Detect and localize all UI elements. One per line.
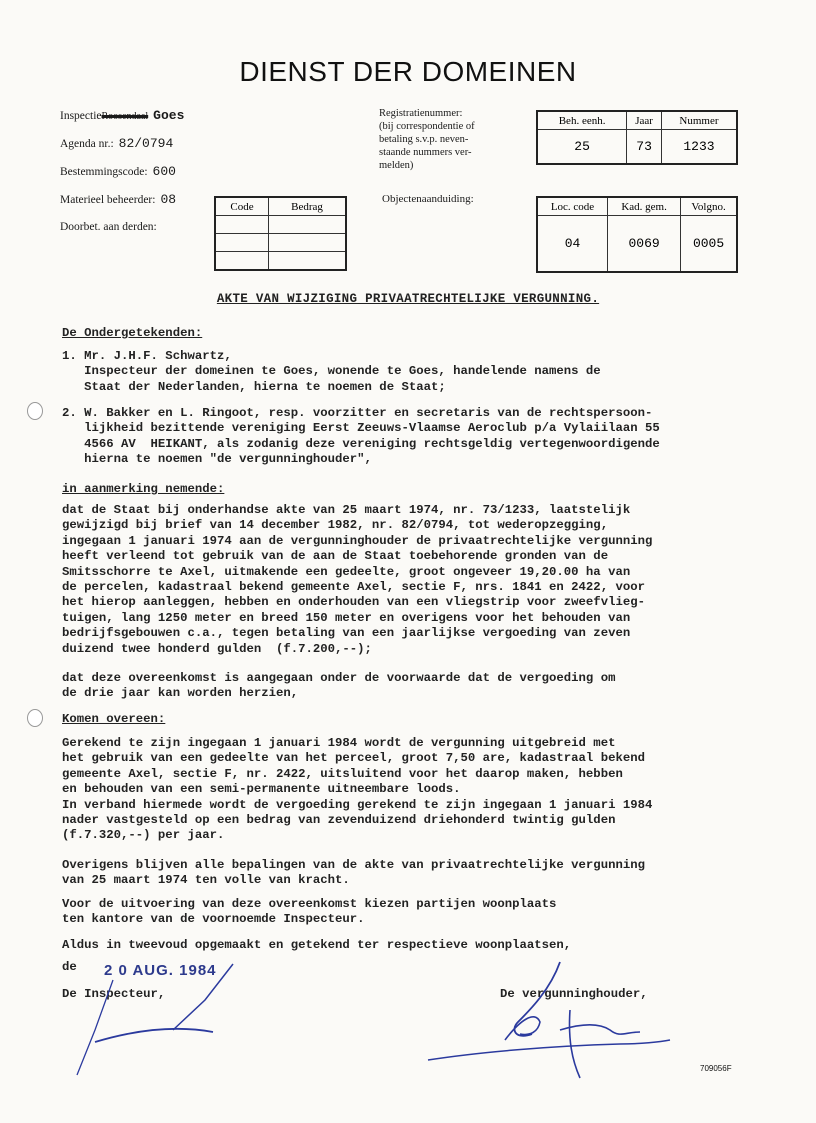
code-cell [215,234,269,252]
agenda-label: Agenda nr.: [60,138,114,150]
form-code: 709056F [700,1064,732,1073]
date-stamp: 2 0 AUG. 1984 [104,962,217,979]
agenda-field [60,136,173,151]
bedrag-cell [269,216,347,234]
recital-2-text: dat deze overeenkomst is aangegaan onder de voorwaarde dat de vergoeding om de drie jaar kan worden herzien, [62,671,616,701]
date-prefix-label: de [62,960,77,974]
loc-code-header: Loc. code [537,197,608,216]
agreement-3-text: Voor de uitvoering van deze overeenkomst kiezen partijen woonplaats ten kantore van de voornoemde Inspecteur. [62,897,557,927]
inspectie-field [60,108,184,123]
loc-code-value: 04 [537,216,608,273]
bestemmingscode-label: Bestemmingscode: [60,166,148,178]
aanmerking-heading: in aanmerking nemende: [62,482,225,496]
registratie-note: Registratienummer: (bij correspondentie of betaling s.v.p. neven- staande nummers ver- melden) [379,108,475,171]
party-2-text: 2. W. Bakker en L. Ringoot, resp. voorzitter en secretaris van de rechtspersoon- lijkheid bezittende vereniging Eerst Zeeuws-Vlaamse Aeroclub p/a Vylaiilaan 55 4566 AV HEIKANT, als zodanig deze vereniging rechtsgeldig vertegenwoordigende hierna te noemen "de vergunninghouder", [62,406,660,467]
punch-hole [27,402,43,420]
recital-1-text: dat de Staat bij onderhandse akte van 25 maart 1974, nr. 73/1233, laatstelijk gewijzigd bij brief van 14 december 1982, nr. 82/0794, tot wederopzegging, ingegaan 1 januari 1974 aan de vergunninghouder de privaatrechtelijke vergunning heeft verleend tot gebruik van de aan de Staat toebehorende gronden van de Smitsschorre te Axel, uitmakende een gedeelte, groot ongeveer 19,20.00 ha van de percelen, kadastraal bekend gemeente Axel, sectie F, nrs. 1841 en 2422, voor het hierop aanleggen, hebben en onderhouden van een vliegstrip voor zweefvlieg- tuigen, lang 1250 meter en breed 150 meter en overigens voor het behouden van bedrijfsgebouwen c.a., tegen betaling van een jaarlijkse vergoeding van zeven duizend twee honderd gulden (f.7.200,--); [62,503,653,656]
registratie-table [536,110,738,165]
inspecteur-signature [55,960,255,1090]
jaar-value: 73 [627,130,662,165]
materieel-label: Materieel beheerder: [60,194,156,206]
vergunninghouder-signature [420,960,680,1090]
document-title: AKTE VAN WIJZIGING PRIVAATRECHTELIJKE VERGUNNING. [216,292,600,306]
ondergetekenden-heading: De Ondergetekenden: [62,326,203,340]
beh-eenh-header: Beh. eenh. [537,111,627,130]
code-bedrag-table [214,196,347,271]
kad-gem-value: 0069 [608,216,681,273]
agreement-1-text: Gerekend te zijn ingegaan 1 januari 1984 wordt de vergunning uitgebreid met het gebruik van een gedeelte van het perceel, groot 7,50 are, kadastraal bekend gemeente Axel, sectie F, nr. 2422, uitsluitend voor het daarop maken, hebben en behouden van een semi-permanente uitneembare loods. In verband hiermede wordt de vergoeding gerekend te zijn ingegaan 1 januari 1984 nader vastgesteld op een bedrag van zevenduizend driehonderd twintig gulden (f.7.320,--) per jaar. [62,736,653,843]
vergunninghouder-label: De vergunninghouder, [500,987,648,1001]
bedrag-cell [269,234,347,252]
inspectie-label: Inspectie [60,110,102,122]
agreement-2-text: Overigens blijven alle bepalingen van de akte van privaatrechtelijke vergunning van 25 maart 1974 ten volle van kracht. [62,858,645,888]
beh-eenh-value: 25 [537,130,627,165]
code-cell [215,252,269,271]
page-title: DIENST DER DOMEINEN [239,56,577,87]
punch-hole [27,709,43,727]
volgno-header: Volgno. [681,197,737,216]
bestemmingscode-field [60,164,176,179]
bedrag-cell [269,252,347,271]
bestemmingscode-value: 600 [152,164,176,179]
inspecteur-label: De Inspecteur, [62,987,166,1001]
code-cell [215,216,269,234]
komen-overeen-heading: Komen overeen: [62,712,166,726]
inspectie-value: Goes [153,108,185,123]
objectenaanduiding-label: Objectenaanduiding: [382,193,474,205]
closing-text: Aldus in tweevoud opgemaakt en getekend ter respectieve woonplaatsen, [62,938,572,952]
agenda-value: 82/0794 [118,136,174,151]
volgno-value: 0005 [681,216,737,273]
nummer-header: Nummer [661,111,737,130]
materieel-field [60,192,176,207]
materieel-value: 08 [160,192,177,207]
inspectie-struck-text: Roosendaal [101,111,149,122]
object-table [536,196,738,273]
nummer-value: 1233 [661,130,737,165]
doorbet-label: Doorbet. aan derden: [60,221,157,233]
party-1-text: 1. Mr. J.H.F. Schwartz, Inspecteur der domeinen te Goes, wonende te Goes, handelende namens de Staat der Nederlanden, hierna te noemen de Staat; [62,349,601,394]
kad-gem-header: Kad. gem. [608,197,681,216]
bedrag-header: Bedrag [269,197,347,216]
code-header: Code [215,197,269,216]
jaar-header: Jaar [627,111,662,130]
